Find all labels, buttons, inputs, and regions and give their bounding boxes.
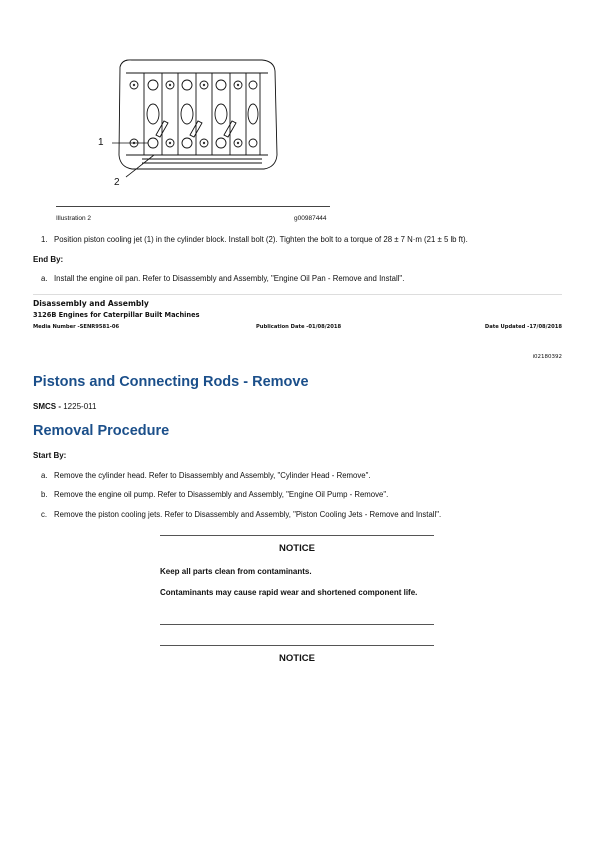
notice-bottom-rule [160, 624, 434, 625]
smcs-value: 1225-011 [63, 402, 97, 411]
item-letter: a. [41, 274, 48, 283]
document-id: i02180392 [532, 354, 562, 360]
doc-title: Disassembly and Assembly [33, 299, 149, 308]
end-by-item [41, 274, 571, 284]
notice-title: NOTICE [279, 543, 315, 554]
media-number: Media Number -SENR9581-06 [33, 324, 120, 330]
notice-2-title: NOTICE [279, 653, 315, 664]
start-by-item-a [41, 471, 571, 481]
item-text: Remove the engine oil pump. Refer to Disassembly and Assembly, "Engine Oil Pump - Remove". [54, 490, 389, 499]
item-text: Install the engine oil pan. Refer to Disassembly and Assembly, "Engine Oil Pan - Remove and Install". [54, 274, 405, 283]
step-text: Position piston cooling jet (1) in the cylinder block. Install bolt (2). Tighten the bolt to a torque of 28 ± 7 N·m (21 ± 5 lb ft). [54, 235, 468, 244]
figure-rule [56, 206, 330, 207]
start-by-item-b [41, 490, 571, 500]
end-by-heading: End By: [33, 255, 64, 264]
figure-code: g00987444 [294, 215, 327, 222]
section-title: Pistons and Connecting Rods - Remove [33, 374, 309, 390]
engine-block-illustration [112, 55, 282, 195]
notice-top-rule [160, 535, 434, 536]
figure-caption: Illustration 2 [56, 215, 92, 222]
item-letter: b. [41, 490, 48, 499]
start-by-heading: Start By: [33, 451, 67, 460]
callout-1: 1 [98, 137, 104, 148]
notice-text-2: Contaminants may cause rapid wear and shortened component life. [160, 588, 418, 597]
notice-2-top-rule [160, 645, 434, 646]
smcs-line [33, 402, 96, 411]
item-text: Remove the cylinder head. Refer to Disassembly and Assembly, "Cylinder Head - Remove". [54, 471, 371, 480]
doc-subtitle: 3126B Engines for Caterpillar Built Machines [33, 311, 200, 319]
item-letter: a. [41, 471, 48, 480]
notice-text-1: Keep all parts clean from contaminants. [160, 567, 312, 576]
date-updated: Date Updated -17/08/2018 [484, 324, 562, 330]
procedure-title: Removal Procedure [33, 423, 170, 439]
step-number: 1. [41, 235, 48, 244]
callout-2: 2 [114, 177, 120, 188]
step-1 [41, 235, 571, 245]
publication-date: Publication Date -01/08/2018 [256, 324, 342, 330]
section-divider [33, 294, 562, 295]
item-text: Remove the piston cooling jets. Refer to Disassembly and Assembly, "Piston Cooling Jets - Remove and Install". [54, 510, 442, 519]
item-letter: c. [41, 510, 48, 519]
smcs-label: SMCS - [33, 402, 61, 411]
start-by-item-c [41, 510, 571, 520]
